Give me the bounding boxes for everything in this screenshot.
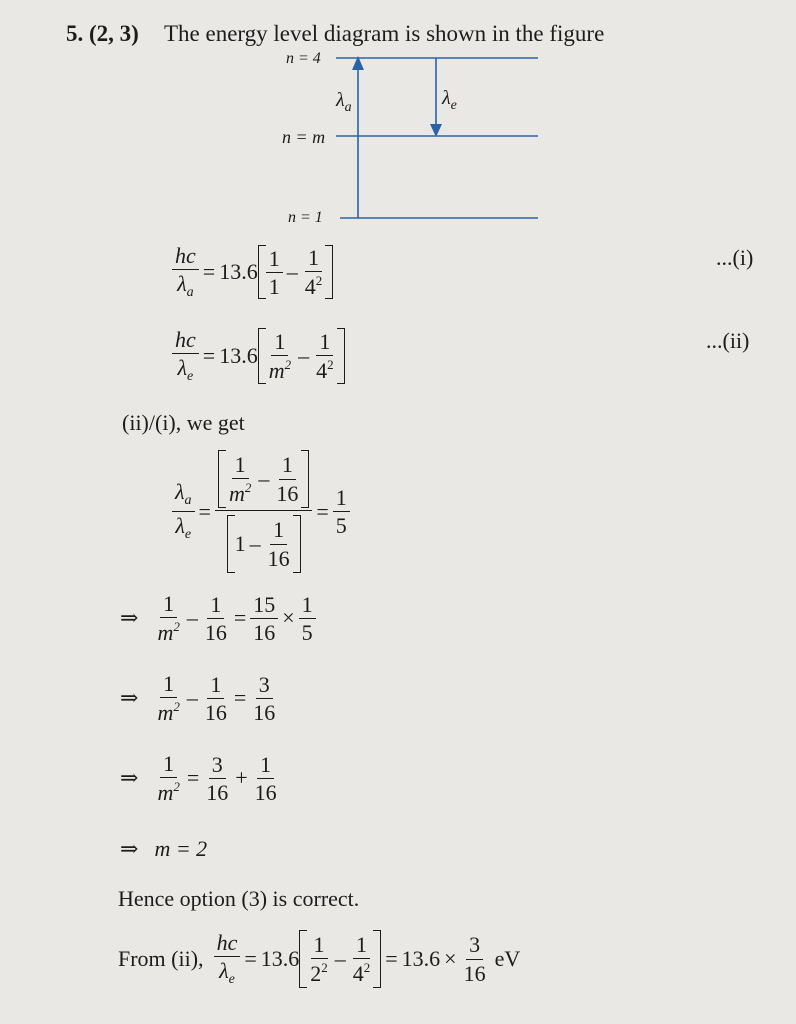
- equation-ii: $\frac{hc}{\lambda_e}$ = 13.6 $\frac{1}{m^2}$ – $\frac{1}{4^2}$: [172, 328, 345, 385]
- final-equation: From (ii), $\frac{hc}{\lambda_e}$ = 13.6 $\frac{1}{2^2}$ – $\frac{1}{4^2}$ = 13.6 × $\frac{3}{16}$ eV: [118, 929, 521, 987]
- question-number: 5. (2, 3): [66, 21, 139, 46]
- energy-level-diagram: [0, 40, 796, 280]
- step-3: ⇒ $\frac{1}{m^2}$ = $\frac{3}{16}$ + $\frac{1}{16}$: [120, 751, 277, 806]
- equation-tag-i: ...(i): [716, 245, 754, 270]
- ratio-intro-text: (ii)/(i), we get: [122, 410, 245, 435]
- level-label-n1: n = 1: [288, 209, 323, 226]
- result-line: ⇒ m = 2: [120, 836, 208, 861]
- equation-i: $\frac{hc}{\lambda_a}$ = 13.6 $\frac{1}{1}$ – $\frac{1}{4^2}$: [172, 244, 333, 301]
- equation-tag-ii: ...(ii): [706, 328, 750, 353]
- ratio-equation: $\frac{\lambda_a}{\lambda_e}$ = $\frac{1}{m^2}$ – $\frac{1}{16}$ 1 – $\frac{1}{16}$ = $\frac{1}{5}$: [172, 450, 350, 573]
- level-label-n4: n = 4: [286, 50, 321, 67]
- emission-wavelength-label: $\lambda_e$: [442, 87, 457, 113]
- absorption-wavelength-label: $\lambda_a$: [336, 89, 352, 115]
- level-label-nm: n = m: [282, 127, 326, 147]
- step-2: ⇒ $\frac{1}{m^2}$ – $\frac{1}{16}$ = $\frac{3}{16}$: [120, 671, 276, 726]
- emission-arrowhead: [430, 124, 442, 137]
- question-intro: The energy level diagram is shown in the figure: [164, 21, 605, 46]
- step-1: ⇒ $\frac{1}{m^2}$ – $\frac{1}{16}$ = $\frac{15}{16}$ × $\frac{1}{5}$: [120, 592, 316, 644]
- conclusion-text: Hence option (3) is correct.: [118, 886, 360, 911]
